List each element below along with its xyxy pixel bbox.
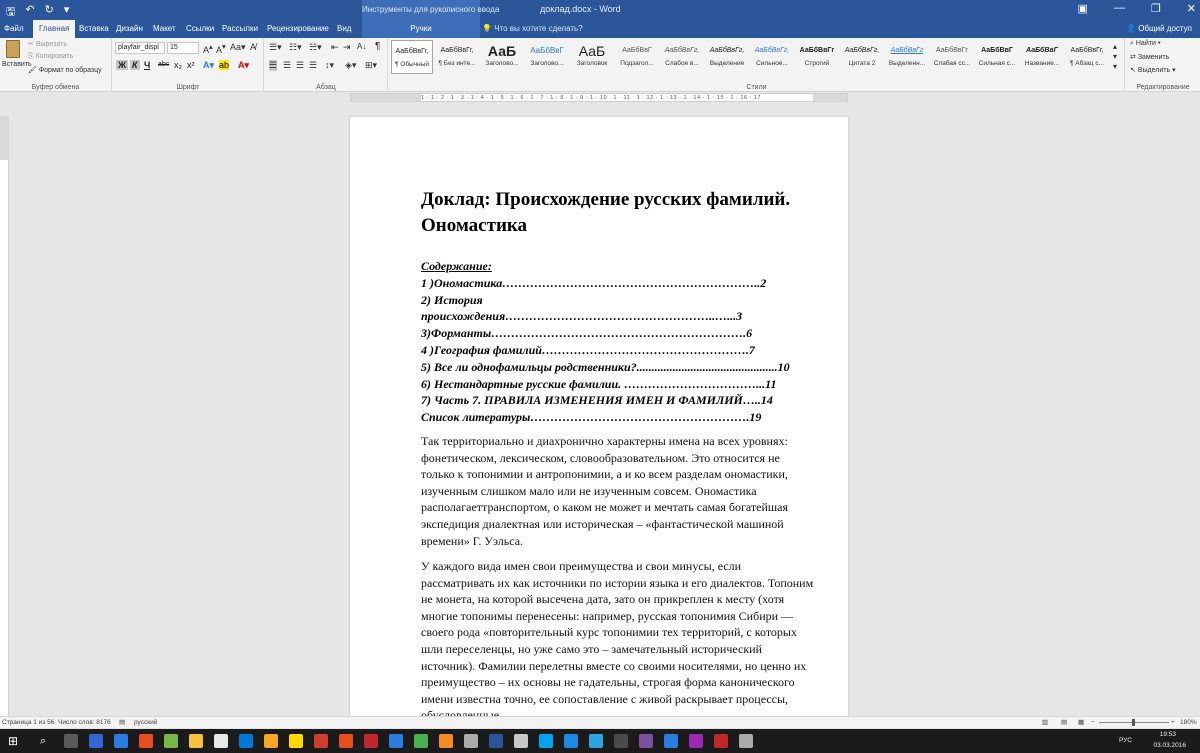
find-label: Найти	[1135, 40, 1156, 47]
styles-group-label: Стили	[746, 84, 767, 91]
style-16[interactable]	[1066, 40, 1108, 74]
taskbar-app-icon[interactable]	[464, 734, 478, 748]
style-name: ¶ Без инте...	[438, 60, 476, 67]
tab-design[interactable]: Дизайн	[116, 24, 143, 33]
select-button[interactable]: ↖ Выделить ▾	[1130, 67, 1176, 74]
undo-icon[interactable]: ↶	[25, 4, 35, 16]
style-preview: АаБбВвГг,	[395, 48, 429, 55]
font-size-box[interactable]: 15	[167, 42, 199, 54]
taskbar-app-icon[interactable]	[664, 734, 678, 748]
document-page[interactable]	[350, 117, 848, 717]
search-icon[interactable]: ⌕	[39, 735, 47, 747]
taskbar-app-icon[interactable]	[214, 734, 228, 748]
web-layout-icon[interactable]: ▦	[1078, 719, 1085, 726]
share-button[interactable]	[1126, 20, 1192, 38]
pilcrow-icon[interactable]: ¶	[375, 41, 381, 52]
style-12[interactable]	[886, 40, 928, 74]
font-name-box[interactable]: playfair_displ	[115, 42, 165, 54]
vertical-ruler[interactable]	[0, 116, 9, 716]
replace-label: Заменить	[1137, 54, 1170, 61]
style-name: Сильная с...	[978, 60, 1016, 67]
copy-button[interactable]	[28, 53, 73, 61]
windows-taskbar	[0, 729, 1200, 753]
replace-icon: ⇄	[1130, 54, 1136, 61]
style-15[interactable]	[1021, 40, 1063, 74]
taskbar-app-icon[interactable]	[489, 734, 503, 748]
taskbar-app-icon[interactable]	[189, 734, 203, 748]
style-preview: АаБбВвГ	[622, 47, 652, 54]
taskbar-app-icon[interactable]	[414, 734, 428, 748]
align-center-icon[interactable]: ☰	[283, 60, 292, 70]
line-spacing-icon[interactable]: ↕▾	[325, 60, 335, 70]
paragraph-1: Так территориально и диахронично характерны имена на всех уровнях: фонетическом, лексическом, словообразовательном. Это относится не только к топонимии и антропонимии, а и ко всем разделам ономастики, изученным слишком мало или не изученным совсем. Ономастика располагаеттранспортом, о каком не может и мечтать самая богатейшая экспедиция диалектная или историческая – «фантастической машиной времени» Г. Уэльса.	[421, 434, 789, 548]
input-language[interactable]: РУС	[1118, 737, 1132, 744]
cut-label: Вырезать	[35, 41, 67, 48]
grow-font-icon[interactable]: A▴	[203, 42, 213, 55]
minimize-icon[interactable]: —	[1113, 2, 1125, 14]
style-preview: АаБ	[487, 43, 517, 59]
customize-qa-icon[interactable]: ▾	[63, 4, 70, 16]
style-preview: АаБбВвГг	[799, 47, 835, 54]
taskbar-app-icon[interactable]	[639, 734, 653, 748]
style-name: ¶ Обычный	[394, 61, 430, 68]
style-name: Выделенн...	[888, 60, 926, 67]
bullets-icon[interactable]: ☰▾	[269, 42, 282, 52]
cut-button[interactable]	[28, 40, 67, 48]
tab-insert[interactable]: Вставка	[79, 24, 109, 33]
styles-group	[389, 38, 1125, 92]
paste-button[interactable]	[2, 40, 32, 68]
clipboard-icon	[6, 40, 20, 58]
style-8[interactable]	[706, 40, 748, 74]
style-6[interactable]	[616, 40, 658, 74]
tab-pens[interactable]: Ручки	[362, 20, 480, 38]
editing-group	[1126, 38, 1200, 92]
tab-file[interactable]: Файл	[4, 24, 24, 33]
sort-icon[interactable]: A↓	[357, 42, 367, 51]
vruler-top-margin	[0, 116, 9, 160]
word-count[interactable]: Число слов: 8176	[58, 719, 111, 726]
decrease-indent-icon[interactable]: ⇤	[331, 42, 339, 52]
toc-heading: Содержание:	[421, 259, 492, 273]
gallery-down-icon[interactable]: ▾	[1113, 52, 1118, 61]
align-right-icon[interactable]: ☰	[296, 60, 305, 70]
style-3[interactable]	[481, 40, 523, 74]
toc-line[interactable]: 4 )География фамилий…………………………………………….7	[421, 342, 755, 357]
increase-indent-icon[interactable]: ⇥	[343, 42, 351, 52]
paragraph-group-label: Абзац	[316, 84, 336, 91]
style-preview: АаБбВвГг,	[709, 47, 745, 54]
style-4[interactable]	[526, 40, 568, 74]
taskbar-app-icon[interactable]	[264, 734, 278, 748]
context-tools-title: Инструменты для рукописного ввода	[362, 0, 480, 20]
style-9[interactable]	[751, 40, 793, 74]
taskbar-app-icon[interactable]	[389, 734, 403, 748]
toc-line[interactable]: 1 )Ономастика………………………………………………………..2	[421, 275, 767, 290]
print-layout-icon[interactable]: ▤	[1061, 719, 1068, 726]
format-painter-label: Формат по образцу	[38, 67, 102, 74]
taskbar-app-icon[interactable]	[364, 734, 378, 748]
window-controls	[1078, 2, 1197, 15]
taskbar-app-icon[interactable]	[514, 734, 528, 748]
select-label: Выделить	[1137, 67, 1171, 74]
change-case-icon[interactable]: Aa▾	[230, 42, 246, 52]
clipboard-group-label: Буфер обмена	[31, 84, 80, 91]
start-icon[interactable]: ⊞	[7, 734, 19, 748]
multilevel-icon[interactable]: ☵▾	[309, 42, 322, 52]
style-name: Сильное...	[756, 60, 788, 67]
proofing-icon[interactable]: ▤	[119, 719, 126, 726]
table-of-contents	[421, 258, 821, 426]
bold-button[interactable]: Ж	[118, 60, 127, 70]
style-1[interactable]	[391, 40, 433, 74]
style-5[interactable]	[571, 40, 613, 74]
toc-line[interactable]: 2) История	[421, 292, 483, 307]
paste-label: Вставить	[2, 61, 32, 68]
format-painter-button[interactable]	[28, 66, 102, 74]
horizontal-ruler[interactable]	[350, 93, 848, 102]
person-icon: 👤	[1126, 24, 1137, 33]
underline-button[interactable]: Ч	[144, 60, 151, 70]
read-mode-icon[interactable]: ▥	[1042, 719, 1049, 726]
taskbar-app-icon[interactable]	[89, 734, 103, 748]
subscript-button[interactable]: x₂	[174, 60, 182, 70]
tab-view[interactable]: Вид	[337, 24, 352, 33]
page-count[interactable]: Страница 1 из 56	[2, 719, 55, 726]
style-name: Заголовок	[576, 60, 608, 67]
style-name: ¶ Абзац с...	[1069, 60, 1104, 67]
ribbon-tabs	[0, 20, 1200, 38]
restore-icon[interactable]: ❐	[1150, 3, 1161, 15]
tab-review[interactable]: Рецензирование	[267, 24, 329, 33]
superscript-button[interactable]: x²	[187, 60, 195, 70]
strikethrough-button[interactable]: abc	[158, 61, 170, 68]
style-preview: АаБ	[578, 43, 606, 59]
toc-line[interactable]: 3)Форманты……………………………………………………….6	[421, 326, 753, 341]
tab-home[interactable]: Главная	[33, 20, 75, 38]
clock-date[interactable]: 03.03.2016	[1153, 742, 1186, 749]
borders-icon[interactable]: ⊞▾	[365, 60, 378, 70]
justify-icon[interactable]: ☰	[309, 60, 318, 70]
scissors-icon: ✂	[28, 41, 34, 48]
toc-line[interactable]: 5) Все ли однофамильцы родственники?...............................................10	[421, 359, 790, 374]
zoom-in-icon[interactable]: +	[1171, 719, 1175, 726]
style-2[interactable]	[436, 40, 478, 74]
toc-lines	[421, 275, 821, 426]
taskbar-app-icon[interactable]	[589, 734, 603, 748]
taskbar-app-icon[interactable]	[439, 734, 453, 748]
style-name: Выделение	[709, 60, 745, 67]
document-title: доклад.docx - Word	[540, 4, 621, 14]
taskbar-app-icon[interactable]	[64, 734, 78, 748]
font-group-label: Шрифт	[176, 84, 200, 91]
style-preview: АаБбВвГг,	[440, 47, 474, 54]
taskbar-app-icon[interactable]	[714, 734, 728, 748]
taskbar-app-icon[interactable]	[689, 734, 703, 748]
clipboard-group	[0, 38, 112, 92]
style-preview: АаБбВвГг,	[1070, 47, 1104, 54]
toc-line[interactable]: Список литературы……………………………………………….19	[421, 410, 762, 425]
redo-icon[interactable]: ↻	[44, 4, 54, 16]
style-preview: АаБбВвГг,	[754, 47, 790, 54]
style-preview: АаБбВвГ	[981, 47, 1013, 54]
style-name: Заголово...	[530, 60, 564, 67]
document-title-heading: Доклад: Происхождение русских фамилий. Ономастика	[421, 189, 791, 236]
paragraph-2: У каждого вида имен свои преимущества и свои минусы, если рассматривать их как источники по истории языка и его диалектов. Топоним не монета, на которой высечена дата, зато он прикреплен к месту (хотя многие топонимы перенесены: например, русская топонимия Сибири — своего рода «повторительный курс топонимии тех территорий, с которых шли переселенцы, но уже само это – замечательный исторический источник). Фамилии перелетны вместе со своими носителями, но ценно их преимущество – их основы не гадательны, строгая форма канонического имени известна точно, ее сопоставление с живой раскрывает процессы,	[421, 559, 814, 706]
zoom-out-icon[interactable]: −	[1091, 719, 1095, 726]
tab-references[interactable]: Ссылки	[186, 24, 215, 33]
status-bar	[0, 716, 1200, 728]
close-icon[interactable]: ✕	[1186, 3, 1196, 15]
style-name: Слабое в...	[665, 60, 699, 67]
language-indicator[interactable]: русский	[134, 719, 158, 726]
taskbar-app-icon[interactable]	[239, 734, 253, 748]
taskbar-app-icon[interactable]	[564, 734, 578, 748]
tell-me-text: Что вы хотите сделать?	[494, 24, 583, 33]
ruler-numbers: 1 · 1 · 2 · 1 · 3 · 1 · 4 · 1 · 5 · 1 · 6 · 1 · 7 · 1 · 8 · 1 · 9 · 1 · 10 · 1 · 11 · 1 · 12 · 1 · 13 · 1 · 14 · 1 · 15 · 1 · 16 · 17	[421, 95, 761, 101]
shrink-font-icon[interactable]: A▾	[216, 42, 226, 55]
style-10[interactable]	[796, 40, 838, 74]
gallery-up-icon[interactable]: ▴	[1113, 42, 1118, 51]
ribbon-home	[0, 38, 1200, 92]
style-preview: АаБбВвГг,	[844, 47, 880, 54]
taskbar-app-icon[interactable]	[739, 734, 753, 748]
style-name: Цитата 2	[848, 60, 876, 67]
numbering-icon[interactable]: ☷▾	[289, 42, 302, 52]
share-label: Общий доступ	[1138, 24, 1192, 33]
brush-icon: 🖌	[28, 67, 37, 74]
italic-button[interactable]: К	[132, 60, 138, 70]
align-left-icon[interactable]: ☰	[269, 60, 278, 70]
save-icon[interactable]: 🖫	[6, 6, 16, 18]
style-name: Строгий	[804, 60, 830, 67]
taskbar-app-icon[interactable]	[314, 734, 328, 748]
ribbon-display-icon[interactable]: ▣	[1077, 3, 1088, 15]
lightbulb-icon: 💡	[482, 24, 492, 33]
style-name: Слабая сс...	[933, 60, 971, 67]
zoom-slider-knob[interactable]	[1132, 719, 1135, 726]
title-bar	[0, 0, 1200, 20]
toc-line[interactable]: 7) Часть 7. ПРАВИЛА ИЗМЕНЕНИЯ ИМЕН И ФАМИЛИЙ…..14	[421, 393, 773, 408]
zoom-slider[interactable]	[1099, 722, 1169, 723]
style-preview: АаБбВвГ	[1026, 47, 1058, 54]
style-11[interactable]	[841, 40, 883, 74]
style-14[interactable]	[976, 40, 1018, 74]
tab-mailings[interactable]: Рассылки	[222, 24, 258, 33]
clear-format-icon[interactable]: A̸	[250, 42, 257, 52]
copy-label: Копировать	[35, 53, 74, 60]
magnifier-icon: ⌕	[1130, 40, 1134, 47]
replace-button[interactable]	[1130, 53, 1169, 61]
taskbar-app-icon[interactable]	[139, 734, 153, 748]
taskbar-app-icon[interactable]	[614, 734, 628, 748]
font-group	[113, 38, 264, 92]
highlight-icon[interactable]: ab	[219, 60, 230, 70]
style-preview: АаБбВвГг	[936, 47, 968, 54]
clock-time[interactable]: 19:53	[1159, 731, 1176, 738]
taskbar-app-icon[interactable]	[339, 734, 353, 748]
gallery-more-icon[interactable]: ▾	[1113, 62, 1118, 71]
style-preview: АаБбВвГ	[530, 46, 564, 55]
font-color-icon[interactable]: A▾	[238, 60, 250, 70]
copy-icon: ⎘	[28, 53, 34, 60]
toc-line[interactable]: происхождения……………………………………………..…...3	[421, 309, 743, 324]
style-name: Подзагол...	[620, 60, 654, 67]
find-button[interactable]: ⌕ Найти ▾	[1130, 40, 1161, 47]
style-13[interactable]	[931, 40, 973, 74]
taskbar-app-icon[interactable]	[539, 734, 553, 748]
zoom-level[interactable]: 180%	[1180, 719, 1197, 726]
toc-line[interactable]: 6) Нестандартные русские фамилии. ……………………………...11	[421, 376, 777, 391]
tab-layout[interactable]: Макет	[153, 24, 176, 33]
taskbar-app-icon[interactable]	[289, 734, 303, 748]
style-name: Название...	[1024, 60, 1060, 67]
paragraph-group	[265, 38, 388, 92]
cursor-icon: ↖	[1130, 67, 1136, 74]
editing-group-label: Редактирование	[1136, 84, 1190, 91]
style-7[interactable]	[661, 40, 703, 74]
shading-icon[interactable]: ◈▾	[345, 60, 357, 70]
taskbar-app-icon[interactable]	[114, 734, 128, 748]
text-effects-icon[interactable]: A▾	[203, 60, 215, 70]
style-preview: АаБбВвГг	[890, 47, 924, 54]
taskbar-app-icon[interactable]	[164, 734, 178, 748]
style-name: Заголово...	[485, 60, 519, 67]
style-preview: АаБбВвГг,	[664, 47, 700, 54]
tell-me-box[interactable]	[482, 20, 583, 38]
